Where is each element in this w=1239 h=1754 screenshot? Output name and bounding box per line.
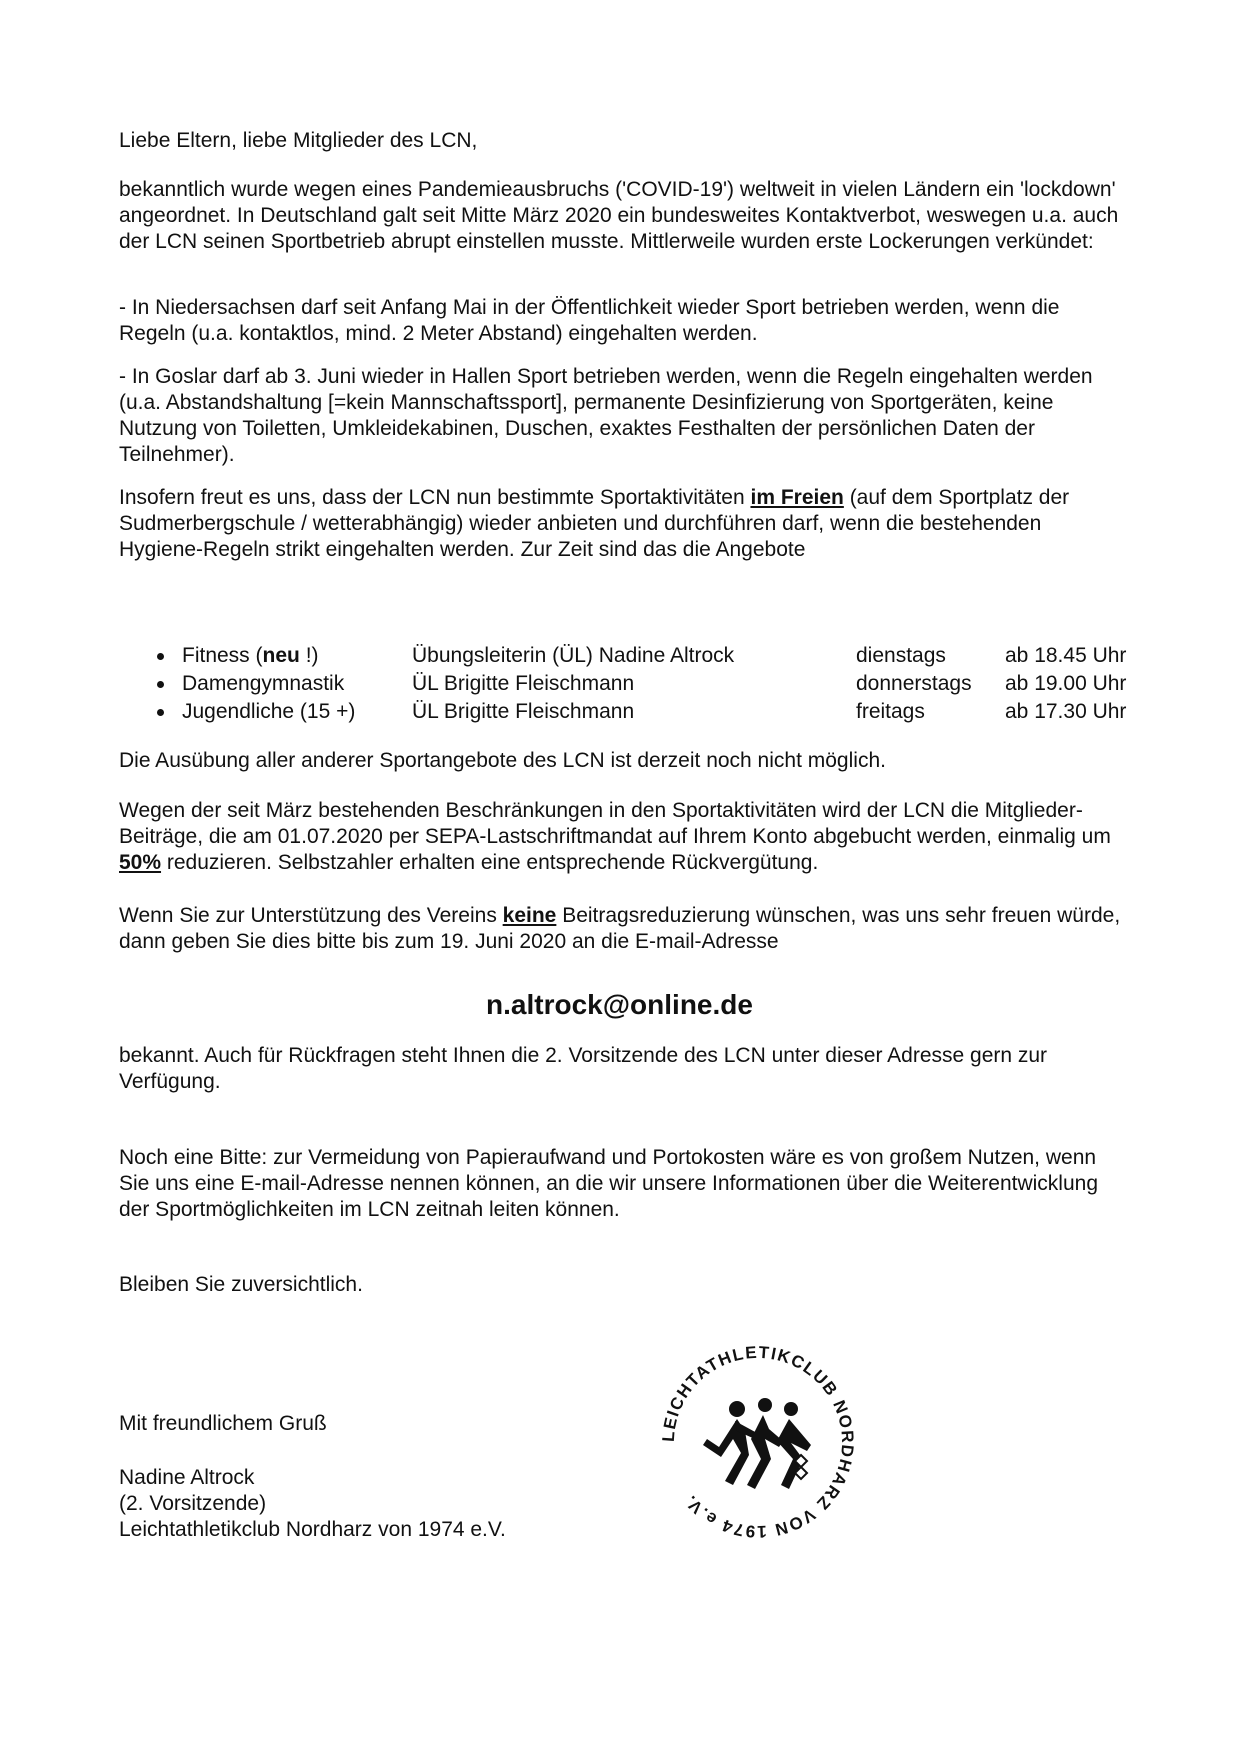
offer-name: Jugendliche (15 +) bbox=[182, 700, 356, 723]
offers-intro: Insofern freut es uns, dass der LCN nun bestimmte Sportaktivitäten im Freien (auf dem Sportplatz der Sudmerbergschule / wetterabhängig) wieder anbieten und durchführen darf, wenn die bestehenden Hygiene-Regeln strikt eingehalten werden. Zur Zeit sind das die Angebote bbox=[119, 486, 1070, 561]
offer-leader: Übungsleiterin (ÜL) Nadine Altrock bbox=[412, 644, 735, 667]
offer-leader: ÜL Brigitte Fleischmann bbox=[412, 700, 635, 723]
bullet-icon bbox=[157, 709, 164, 716]
contact-paragraph: bekannt. Auch für Rückfragen steht Ihnen die 2. Vorsitzende des LCN unter dieser Adresse gern zur Verfügung. bbox=[119, 1044, 1048, 1093]
offer-time: ab 19.00 Uhr bbox=[1005, 672, 1127, 695]
club-logo bbox=[651, 1335, 865, 1549]
closing-wish: Bleiben Sie zuversichtlich. bbox=[119, 1273, 363, 1296]
offer-item bbox=[150, 699, 1140, 727]
offer-day: freitags bbox=[856, 700, 925, 723]
support-paragraph: Wenn Sie zur Unterstützung des Vereins keine Beitragsreduzierung wünschen, was uns sehr freuen würde, dann geben Sie dies bitte bis zum 19. Juni 2020 an die E-mail-Adresse bbox=[119, 904, 1121, 953]
offer-name: Fitness (neu !) bbox=[182, 644, 319, 667]
offer-leader: ÜL Brigitte Fleischmann bbox=[412, 672, 635, 695]
offer-time: ab 18.45 Uhr bbox=[1005, 644, 1127, 667]
signer-name: Nadine Altrock bbox=[119, 1466, 255, 1489]
logo-ring-text: LEICHTATHLETIKCLUB NORDHARZ VON 1974 e.V. bbox=[658, 1342, 858, 1542]
bullet-icon bbox=[157, 681, 164, 688]
outdoor-emphasis: im Freien bbox=[750, 486, 844, 509]
regards: Mit freundlichem Gruß bbox=[119, 1412, 327, 1435]
fees-paragraph: Wegen der seit März bestehenden Beschränkungen in den Sportaktivitäten wird der LCN die Mitglieder-Beiträge, die am 01.07.2020 per SEPA-Lastschriftmandat auf Ihrem Konto abgebucht werden, einmalig um 50% reduzieren. Selbstzahler erhalten eine entsprechende Rückvergütung. bbox=[119, 799, 1111, 874]
offer-day: donnerstags bbox=[856, 672, 972, 695]
signature-block bbox=[119, 1411, 619, 1543]
offer-time: ab 17.30 Uhr bbox=[1005, 700, 1127, 723]
offer-item bbox=[150, 643, 1140, 671]
contact-email[interactable]: n.altrock@online.de bbox=[486, 989, 753, 1020]
not-possible-note: Die Ausübung aller anderer Sportangebote des LCN ist derzeit noch nicht möglich. bbox=[119, 749, 886, 772]
offers-list bbox=[150, 643, 1140, 727]
signer-club: Leichtathletikclub Nordharz von 1974 e.V. bbox=[119, 1518, 506, 1541]
offer-name: Damengymnastik bbox=[182, 672, 345, 695]
bullet-icon bbox=[157, 653, 164, 660]
runners-icon bbox=[703, 1398, 811, 1489]
point-niedersachsen: - In Niedersachsen darf seit Anfang Mai in der Öffentlichkeit wieder Sport betrieben werden, wenn die Regeln (u.a. kontaktlos, mind. 2 Meter Abstand) eingehalten werden. bbox=[119, 296, 1060, 345]
point-goslar: - In Goslar darf ab 3. Juni wieder in Hallen Sport betrieben werden, wenn die Regeln eingehalten werden (u.a. Abstandshaltung [=kein Mannschaftssport], permanente Desinfizierung von Sportgeräten, keine Nutzung von Toiletten, Umkleidekabinen, Duschen, exaktes Festhalten der persönlichen Daten der Teilnehmer). bbox=[119, 365, 1093, 466]
no-reduction-emphasis: keine bbox=[502, 904, 557, 927]
offer-item bbox=[150, 671, 1140, 699]
offer-day: dienstags bbox=[856, 644, 946, 667]
intro-paragraph: bekanntlich wurde wegen eines Pandemieausbruchs ('COVID-19') weltweit in vielen Ländern ein 'lockdown' angeordnet. In Deutschland galt seit Mitte März 2020 ein bundesweites Kontaktverbot, weswegen u.a. auch der LCN seinen Sportbetrieb abrupt einstellen musste. Mittlerweile wurden erste Lockerungen verkündet: bbox=[119, 178, 1119, 253]
request-paragraph: Noch eine Bitte: zur Vermeidung von Papieraufwand und Portokosten wäre es von großem Nutzen, wenn Sie uns eine E-mail-Adresse nennen können, an die wir unsere Informationen über die Weiterentwicklung der Sportmöglichkeiten im LCN zeitnah leiten können. bbox=[119, 1146, 1099, 1221]
signer-role: (2. Vorsitzende) bbox=[119, 1492, 267, 1515]
reduction-emphasis: 50% bbox=[119, 851, 162, 874]
greeting: Liebe Eltern, liebe Mitglieder des LCN, bbox=[119, 129, 478, 152]
